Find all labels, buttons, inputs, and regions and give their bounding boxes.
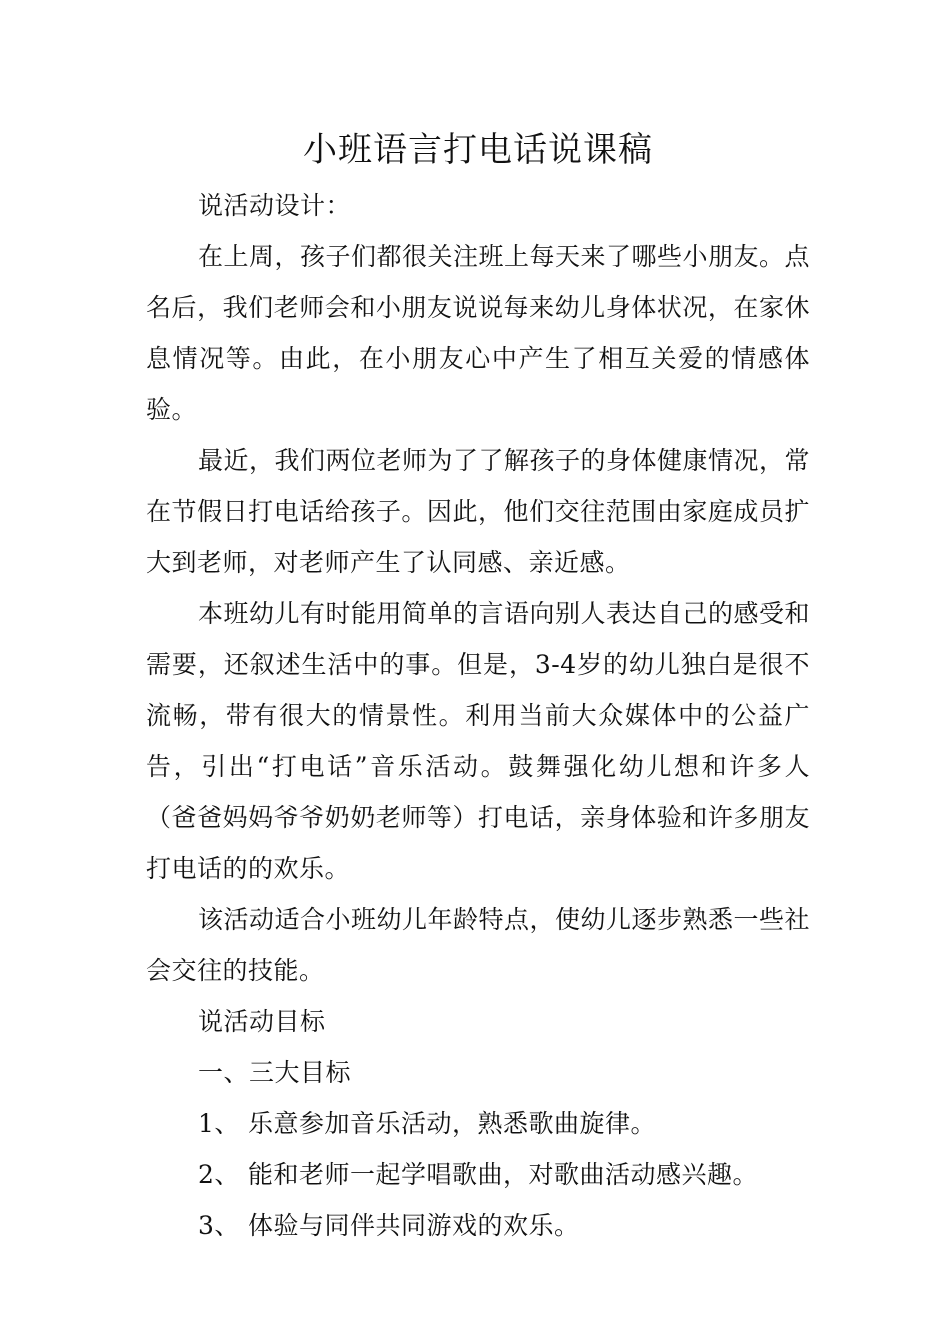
goal-text: 体验与同伴共同游戏的欢乐。 [248, 1211, 580, 1240]
goal-heading: 说活动目标 [198, 1007, 326, 1036]
paragraph-2: 最近，我们两位老师为了了解孩子的身体健康情况，常在节假日打电话给孩子。因此，他们交往范围由家庭成员扩大到老师，对老师产生了认同感、亲近感。 [146, 446, 811, 577]
goal-number: 1、 [198, 1109, 240, 1138]
goal-item [146, 1149, 810, 1200]
goal-number: 3、 [198, 1211, 240, 1240]
goal-number: 2、 [198, 1160, 240, 1189]
paragraph-3: 本班幼儿有时能用简单的言语向别人表达自己的感受和需要，还叙述生活中的事。但是，3-4岁的幼儿独白是很不流畅，带有很大的情景性。利用当前大众媒体中的公益广告，引出“打电话”音乐活动。鼓舞强化幼儿想和许多人（爸爸妈妈爷爷奶奶老师等）打电话，亲身体验和许多朋友打电话的的欢乐。 [146, 599, 811, 883]
document-title: 小班语言打电话说课稿 [303, 130, 653, 170]
document-page [146, 120, 810, 1251]
goal-item [146, 1200, 810, 1251]
goal-text: 乐意参加音乐活动，熟悉歌曲旋律。 [248, 1109, 657, 1138]
paragraph-1: 在上周，孩子们都很关注班上每天来了哪些小朋友。点名后，我们老师会和小朋友说说每来幼儿身体状况，在家休息情况等。由此，在小朋友心中产生了相互关爱的情感体验。 [146, 242, 811, 424]
goal-item [146, 1098, 810, 1149]
paragraph-4: 该活动适合小班幼儿年龄特点，使幼儿逐步熟悉一些社会交往的技能。 [146, 905, 811, 985]
goal-text: 能和老师一起学唱歌曲，对歌曲活动感兴趣。 [248, 1160, 759, 1189]
goal-subheading: 一、三大目标 [198, 1058, 352, 1087]
design-heading: 说活动设计： [198, 191, 352, 220]
goal-list [146, 1098, 810, 1251]
